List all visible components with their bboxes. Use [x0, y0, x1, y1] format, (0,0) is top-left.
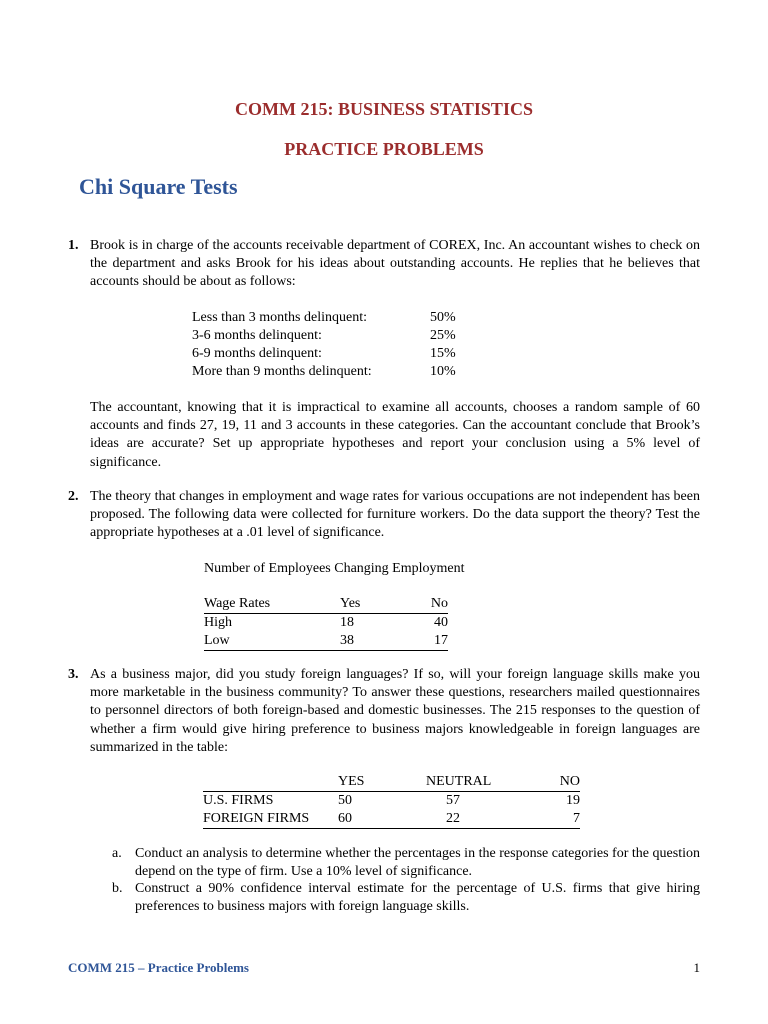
category-label: More than 9 months delinquent:: [192, 364, 372, 379]
problem-number: 3.: [68, 667, 79, 682]
delinquency-table: [192, 309, 456, 381]
column-header: NO: [526, 773, 580, 792]
table-cell: FOREIGN FIRMS: [203, 810, 338, 829]
column-header: No: [408, 595, 448, 614]
category-value: 15%: [430, 346, 456, 361]
table-row: [192, 327, 456, 345]
table-cell: 22: [426, 810, 526, 829]
table-cell: 18: [340, 615, 354, 630]
problem-intro: The theory that changes in employment and wage rates for various occupations are not independent has been proposed. The following data were collected for furniture workers. Do the data support the theory? Test the appropriate hypotheses at a .01 level of significance.: [90, 489, 700, 541]
table-header-row: [203, 773, 580, 792]
table-row: [204, 614, 448, 633]
category-label: Less than 3 months delinquent:: [192, 310, 367, 325]
sub-item-text: Construct a 90% confidence interval estimate for the percentage of U.S. firms that give hiring preferences to business majors with foreign language skills.: [135, 881, 700, 914]
table-cell: 60: [338, 810, 426, 829]
page-number: 1: [693, 960, 700, 975]
hiring-preference-table: [203, 773, 580, 829]
problem-number: 1.: [68, 238, 79, 253]
category-label: 3-6 months delinquent:: [192, 328, 322, 343]
table-cell: High: [204, 615, 232, 630]
column-header: Yes: [340, 595, 408, 614]
table-cell: 57: [446, 793, 460, 808]
sub-item-letter: b.: [112, 881, 123, 896]
employment-table: [204, 595, 448, 651]
category-value: 50%: [430, 310, 456, 325]
column-header: Wage Rates: [204, 595, 340, 614]
sub-item-text: Conduct an analysis to determine whether the percentages in the response categories for the question depend on the type of firm. Use a 10% level of significance.: [135, 846, 700, 879]
table-row: [192, 363, 456, 381]
table-row: [203, 810, 580, 829]
category-value: 25%: [430, 328, 456, 343]
table-caption: Number of Employees Changing Employment: [204, 561, 465, 576]
page-subtitle: PRACTICE PROBLEMS: [284, 139, 484, 159]
table-cell: Low: [204, 632, 340, 651]
sub-item-a: [112, 845, 700, 881]
footer-title: COMM 215 – Practice Problems: [68, 960, 249, 975]
table-row: [192, 309, 456, 327]
problem-question: The accountant, knowing that it is impractical to examine all accounts, chooses a random sample of 60 accounts and finds 27, 19, 11 and 3 accounts in these categories. Can the accountant conclude that Brook’s ideas are accurate? Set up appropriate hypotheses and report your conclusion using a 5% level of significance.: [90, 400, 700, 470]
column-header: YES: [338, 773, 426, 792]
column-header: [203, 773, 338, 792]
table-cell: 7: [526, 810, 580, 829]
table-cell: 50: [338, 793, 352, 808]
table-cell: 38: [340, 632, 408, 651]
column-header: NEUTRAL: [426, 773, 526, 792]
problem-intro: As a business major, did you study foreign languages? If so, will your foreign language skills make you more marketable in the business community? To answer these questions, researchers mailed questionnaires to personnel directors of both foreign-based and domestic businesses. The 215 responses to the question of whether a firm would give hiring preference to business majors knowledgeable in foreign languages are summarized in the table:: [90, 667, 700, 755]
table-cell: 17: [408, 632, 448, 651]
table-row: [203, 792, 580, 811]
section-heading: Chi Square Tests: [79, 174, 238, 199]
table-cell: U.S. FIRMS: [203, 793, 274, 808]
category-label: 6-9 months delinquent:: [192, 346, 322, 361]
table-row: [204, 632, 448, 651]
problem-intro: Brook is in charge of the accounts receivable department of COREX, Inc. An accountant wishes to check on the department and asks Brook for his ideas about outstanding accounts. He replies that he believes that accounts should be about as follows:: [90, 238, 700, 290]
table-cell: 40: [434, 615, 448, 630]
category-value: 10%: [430, 364, 456, 379]
sub-item-b: [112, 880, 700, 916]
table-cell: 19: [566, 793, 580, 808]
table-header-row: [204, 595, 448, 614]
table-row: [192, 345, 456, 363]
sub-item-letter: a.: [112, 846, 122, 861]
course-title: COMM 215: BUSINESS STATISTICS: [235, 99, 533, 119]
problem-number: 2.: [68, 489, 79, 504]
